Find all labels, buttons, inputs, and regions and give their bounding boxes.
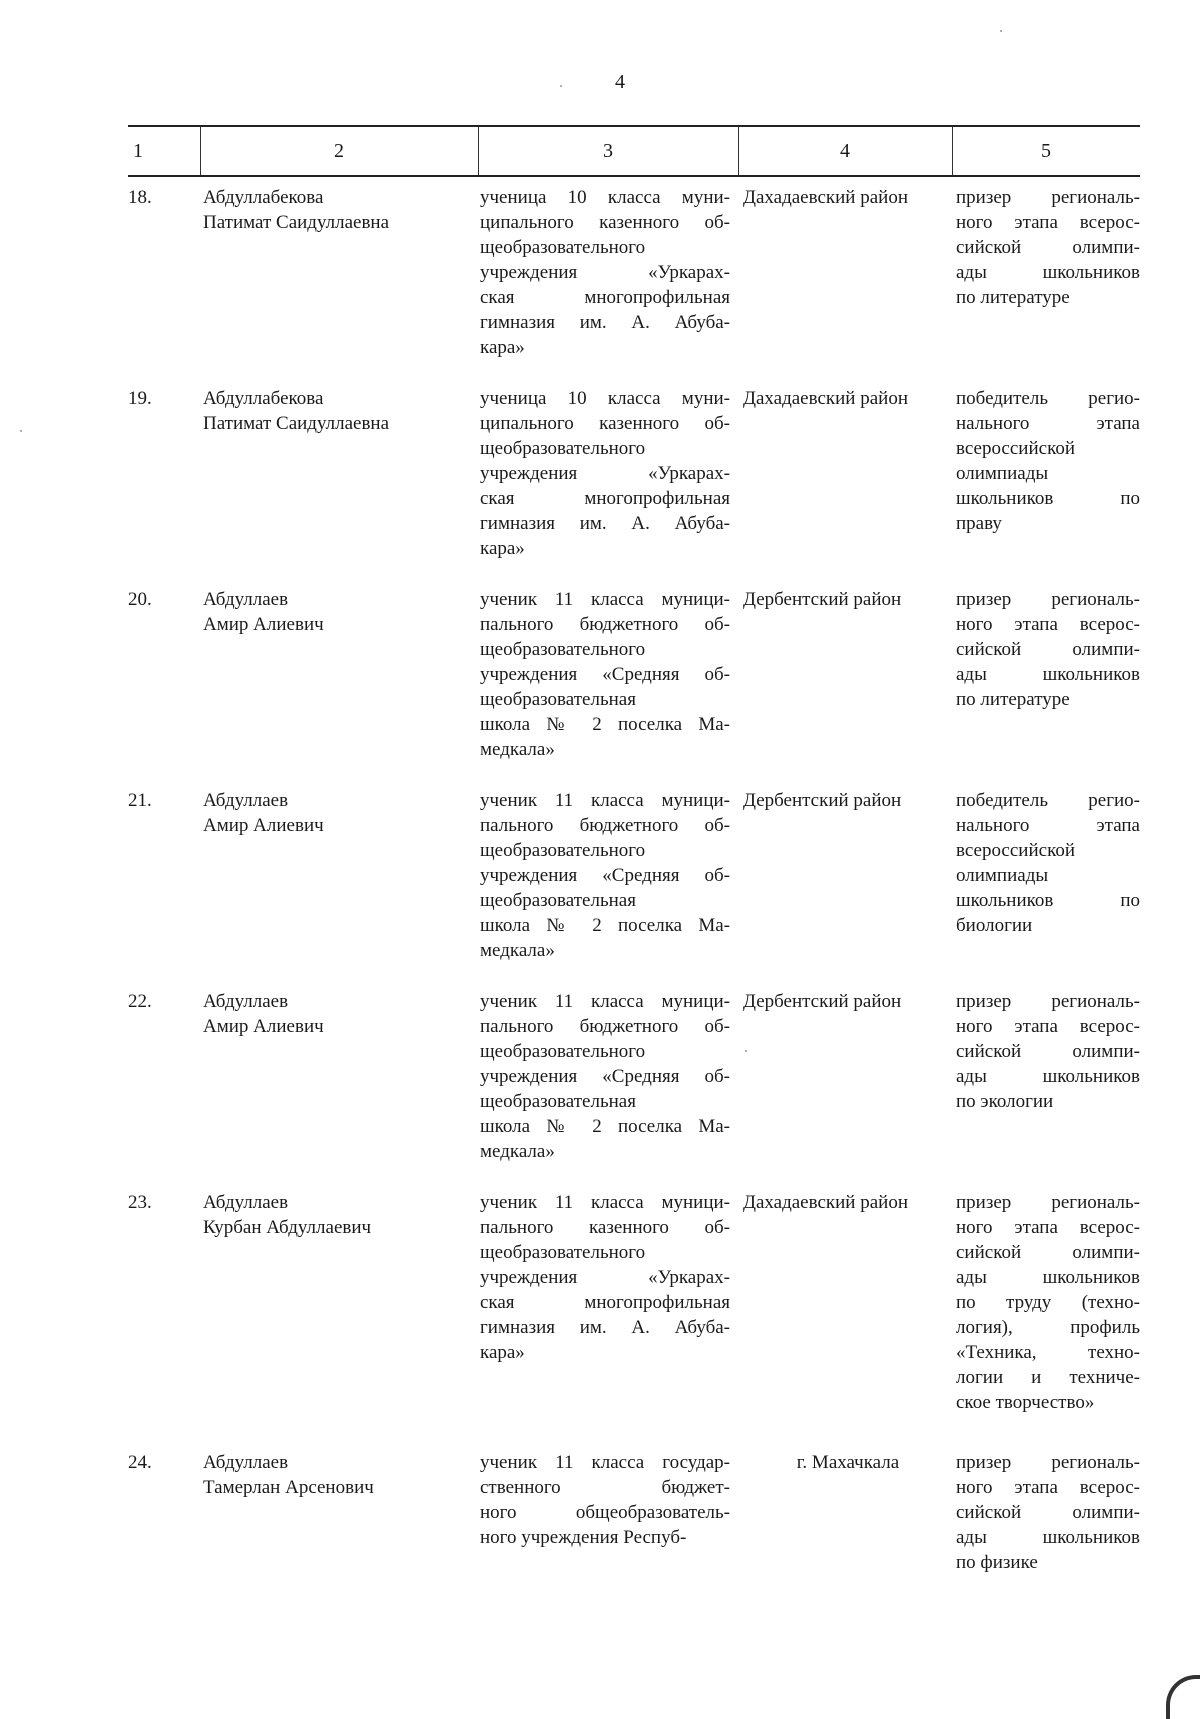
student-name-line: Тамерлан Арсенович [203,1477,374,1498]
student-name [203,1450,448,1500]
award-status-line: праву [956,513,1002,534]
row-number: 23. [128,1192,152,1213]
school-description-line: ученик 11 класса муници- [480,790,730,811]
award-status [956,1450,1140,1575]
award-status-line: ады школьников [956,664,1140,685]
corner-mark [1166,1675,1200,1719]
school-description [480,1190,730,1365]
award-status-line: «Техника, техно- [956,1342,1140,1363]
school-description-line: ственного бюджет- [480,1477,730,1498]
school-description-line: кара» [480,538,525,559]
row-number: 19. [128,388,152,409]
school-description-line: учреждения «Средняя об- [480,865,730,886]
school-description-line: медкала» [480,739,555,760]
school-description-line: щеобразовательного [480,438,646,459]
district: г. Махачкала [796,1452,900,1473]
school-description-line: ципального казенного об- [480,413,730,434]
award-status-line: логии и техниче- [956,1367,1140,1388]
student-name-line: Абдуллаев [203,589,289,610]
school-description-line: учреждения «Уркарах- [480,262,730,283]
award-status-line: сийской олимпи- [956,237,1140,258]
school-description-line: ученик 11 класса муници- [480,991,730,1012]
student-name [203,386,448,436]
award-status [956,788,1140,938]
award-status-line: ного этапа всерос- [956,614,1140,635]
school-description-line: гимназия им. А. Абуба- [480,312,730,333]
scan-speck [745,1050,747,1052]
header-col-1: 1 [133,140,143,162]
award-status-line: по литературе [956,689,1070,710]
student-name-line: Амир Алиевич [203,1016,324,1037]
student-name-line: Амир Алиевич [203,815,324,836]
school-description-line: ного учреждения Респуб- [480,1527,687,1548]
school-description-line: гимназия им. А. Абуба- [480,513,730,534]
award-status-line: нального этапа [956,815,1140,836]
school-description [480,386,730,561]
student-name-line: Абдуллаев [203,790,289,811]
award-status-line: всероссийской [956,840,1076,861]
scan-speck [20,430,22,432]
school-description-line: медкала» [480,940,555,961]
award-status-line: ское творчество» [956,1392,1095,1413]
school-description-line: кара» [480,337,525,358]
student-name [203,1190,448,1240]
row-number: 22. [128,991,152,1012]
school-description-line: медкала» [480,1141,555,1162]
award-status-line: ады школьников [956,1066,1140,1087]
award-status-line: нального этапа [956,413,1140,434]
row-number: 21. [128,790,152,811]
school-description-line: школа № 2 поселка Ма- [480,1116,730,1137]
school-description-line: щеобразовательного [480,1041,646,1062]
district: Дербентский район [743,790,902,811]
school-description-line: щеобразовательного [480,840,646,861]
school-description [480,185,730,360]
school-description-line: ученик 11 класса муници- [480,1192,730,1213]
award-status-line: по труду (техно- [956,1292,1140,1313]
scan-speck [1000,30,1002,32]
school-description-line: школа № 2 поселка Ма- [480,714,730,735]
student-name-line: Амир Алиевич [203,614,324,635]
award-status [956,386,1140,536]
school-description-line: школа № 2 поселка Ма- [480,915,730,936]
district: Дербентский район [743,589,902,610]
student-name-line: Абдуллабекова [203,187,324,208]
award-status [956,185,1140,310]
school-description-line: учреждения «Средняя об- [480,1066,730,1087]
student-name-line: Патимат Саидуллаевна [203,212,390,233]
award-status-line: школьников по [956,488,1140,509]
award-status [956,1190,1140,1415]
school-description-line: ного общеобразователь- [480,1502,730,1523]
student-name-line: Патимат Саидуллаевна [203,413,390,434]
school-description-line: щеобразовательная [480,1091,636,1112]
school-description-line: учреждения «Уркарах- [480,463,730,484]
award-status-line: призер региональ- [956,1192,1140,1213]
district: Дахадаевский район [743,1192,908,1213]
award-status-line: сийской олимпи- [956,639,1140,660]
student-name-line: Абдуллабекова [203,388,324,409]
award-status-line: победитель регио- [956,790,1140,811]
award-status-line: всероссийской [956,438,1076,459]
student-name [203,989,448,1039]
district: Дахадаевский район [743,187,908,208]
award-status-line: призер региональ- [956,589,1140,610]
school-description-line: кара» [480,1342,525,1363]
award-status-line: ады школьников [956,262,1140,283]
award-status-line: по экологии [956,1091,1054,1112]
award-status-line: ного этапа всерос- [956,1016,1140,1037]
student-name [203,185,448,235]
header-col-4: 4 [840,140,850,162]
school-description-line: пального казенного об- [480,1217,730,1238]
award-status-line: ады школьников [956,1527,1140,1548]
award-status-line: ного этапа всерос- [956,1477,1140,1498]
school-description-line: ская многопрофильная [480,488,730,509]
school-description-line: ученица 10 класса муни- [480,388,730,409]
award-status-line: логия), профиль [956,1317,1140,1338]
district: Дербентский район [743,991,902,1012]
award-status-line: призер региональ- [956,1452,1140,1473]
school-description-line: ципального казенного об- [480,212,730,233]
school-description-line: ученик 11 класса муници- [480,589,730,610]
school-description-line: щеобразовательная [480,689,636,710]
award-status-line: олимпиады [956,463,1049,484]
award-status [956,587,1140,712]
school-description [480,788,730,963]
student-name-line: Абдуллаев [203,1192,289,1213]
award-status-line: школьников по [956,890,1140,911]
header-col-3: 3 [603,140,613,162]
award-status [956,989,1140,1114]
school-description-line: пального бюджетного об- [480,614,730,635]
award-status-line: сийской олимпи- [956,1502,1140,1523]
award-status-line: по литературе [956,287,1070,308]
school-description-line: учреждения «Средняя об- [480,664,730,685]
award-status-line: ады школьников [956,1267,1140,1288]
scan-speck [560,85,562,87]
award-status-line: призер региональ- [956,187,1140,208]
page-number: 4 [615,71,625,93]
row-number: 18. [128,187,152,208]
school-description-line: щеобразовательная [480,890,636,911]
school-description [480,989,730,1164]
student-name-line: Курбан Абдуллаевич [203,1217,372,1238]
award-status-line: ного этапа всерос- [956,1217,1140,1238]
row-number: 24. [128,1452,152,1473]
school-description-line: ученица 10 класса муни- [480,187,730,208]
school-description-line: пального бюджетного об- [480,1016,730,1037]
district: Дахадаевский район [743,388,908,409]
award-status-line: победитель регио- [956,388,1140,409]
header-col-2: 2 [334,140,344,162]
school-description [480,1450,730,1550]
award-status-line: призер региональ- [956,991,1140,1012]
school-description-line: ученик 11 класса государ- [480,1452,730,1473]
student-name [203,587,448,637]
school-description-line: гимназия им. А. Абуба- [480,1317,730,1338]
award-status-line: олимпиады [956,865,1049,886]
awardees-table [128,125,1140,177]
award-status-line: по физике [956,1552,1038,1573]
award-status-line: ного этапа всерос- [956,212,1140,233]
school-description-line: пального бюджетного об- [480,815,730,836]
student-name-line: Абдуллаев [203,991,289,1012]
school-description-line: ская многопрофильная [480,1292,730,1313]
school-description-line: щеобразовательного [480,1242,646,1263]
award-status-line: биологии [956,915,1033,936]
school-description-line: ская многопрофильная [480,287,730,308]
school-description-line: щеобразовательного [480,237,646,258]
school-description [480,587,730,762]
student-name-line: Абдуллаев [203,1452,289,1473]
header-col-5: 5 [1041,140,1051,162]
award-status-line: сийской олимпи- [956,1242,1140,1263]
award-status-line: сийской олимпи- [956,1041,1140,1062]
table-header-row [128,125,1140,177]
row-number: 20. [128,589,152,610]
school-description-line: учреждения «Уркарах- [480,1267,730,1288]
student-name [203,788,448,838]
school-description-line: щеобразовательного [480,639,646,660]
